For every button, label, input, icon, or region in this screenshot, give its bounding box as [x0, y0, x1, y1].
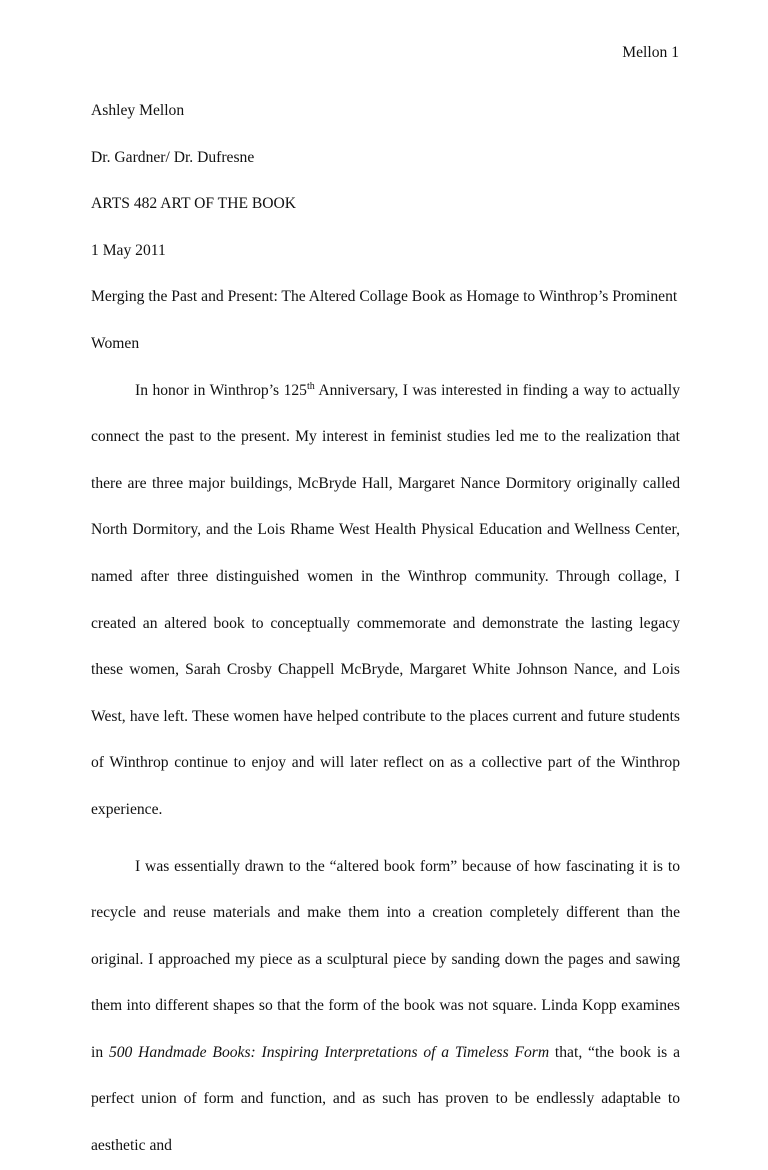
- document-body: [91, 88, 680, 1170]
- running-head: Mellon 1: [622, 44, 679, 61]
- paragraph-2-text-start: I was essentially drawn to the “altered book form” because of how fascinating it is to recycle and reuse materials and make them into a creation completely different than the original. I approached my piece as a sculptural piece by sanding down the pages and sawing them into different shapes so that the form of the book was not square. Linda Kopp examines in: [91, 857, 680, 1061]
- paragraph-spacer: [91, 834, 680, 844]
- instructor-names: Dr. Gardner/ Dr. Dufresne: [91, 148, 255, 166]
- paragraph-1-text-start: In honor in Winthrop’s 125: [135, 381, 307, 399]
- paragraph-2: [91, 844, 680, 1170]
- course-name: ARTS 482 ART OF THE BOOK: [91, 195, 297, 213]
- paragraph-1-text-rest: Anniversary, I was interested in finding a way to actually connect the past to the present. My interest in feminist studies led me to the realization that there are three major buildings, McBryde Hall, Margaret Nance Dormitory originally called North Dormitory, and the Lois Rhame West Health Physical Education and Wellness Center, named after three distinguished women in the Winthrop community. Through collage, I created an altered book to conceptually commemorate and demonstrate the lasting legacy these women, Sarah Crosby Chappell McBryde, Margaret White Johnson Nance, and Lois West, have left. These women have helped contribute to the places current and future students of Winthrop continue to enjoy and will later reflect on as a collective part of the Winthrop experience.: [91, 381, 680, 818]
- author-name: Ashley Mellon: [91, 102, 185, 119]
- book-title-citation: 500 Handmade Books: Inspiring Interpretations of a Timeless Form: [108, 1043, 550, 1061]
- paper-title: Merging the Past and Present: The Altered Collage Book as Homage to Winthrop’s Prominent Women: [91, 288, 678, 352]
- ordinal-superscript: th: [306, 380, 315, 392]
- submission-date: 1 May 2011: [91, 241, 166, 259]
- paragraph-2-text-rest: that, “the book is a perfect union of form and function, and as such has proven to be endlessly adaptable to aesthetic and: [91, 1043, 680, 1155]
- paragraph-1: [91, 368, 680, 834]
